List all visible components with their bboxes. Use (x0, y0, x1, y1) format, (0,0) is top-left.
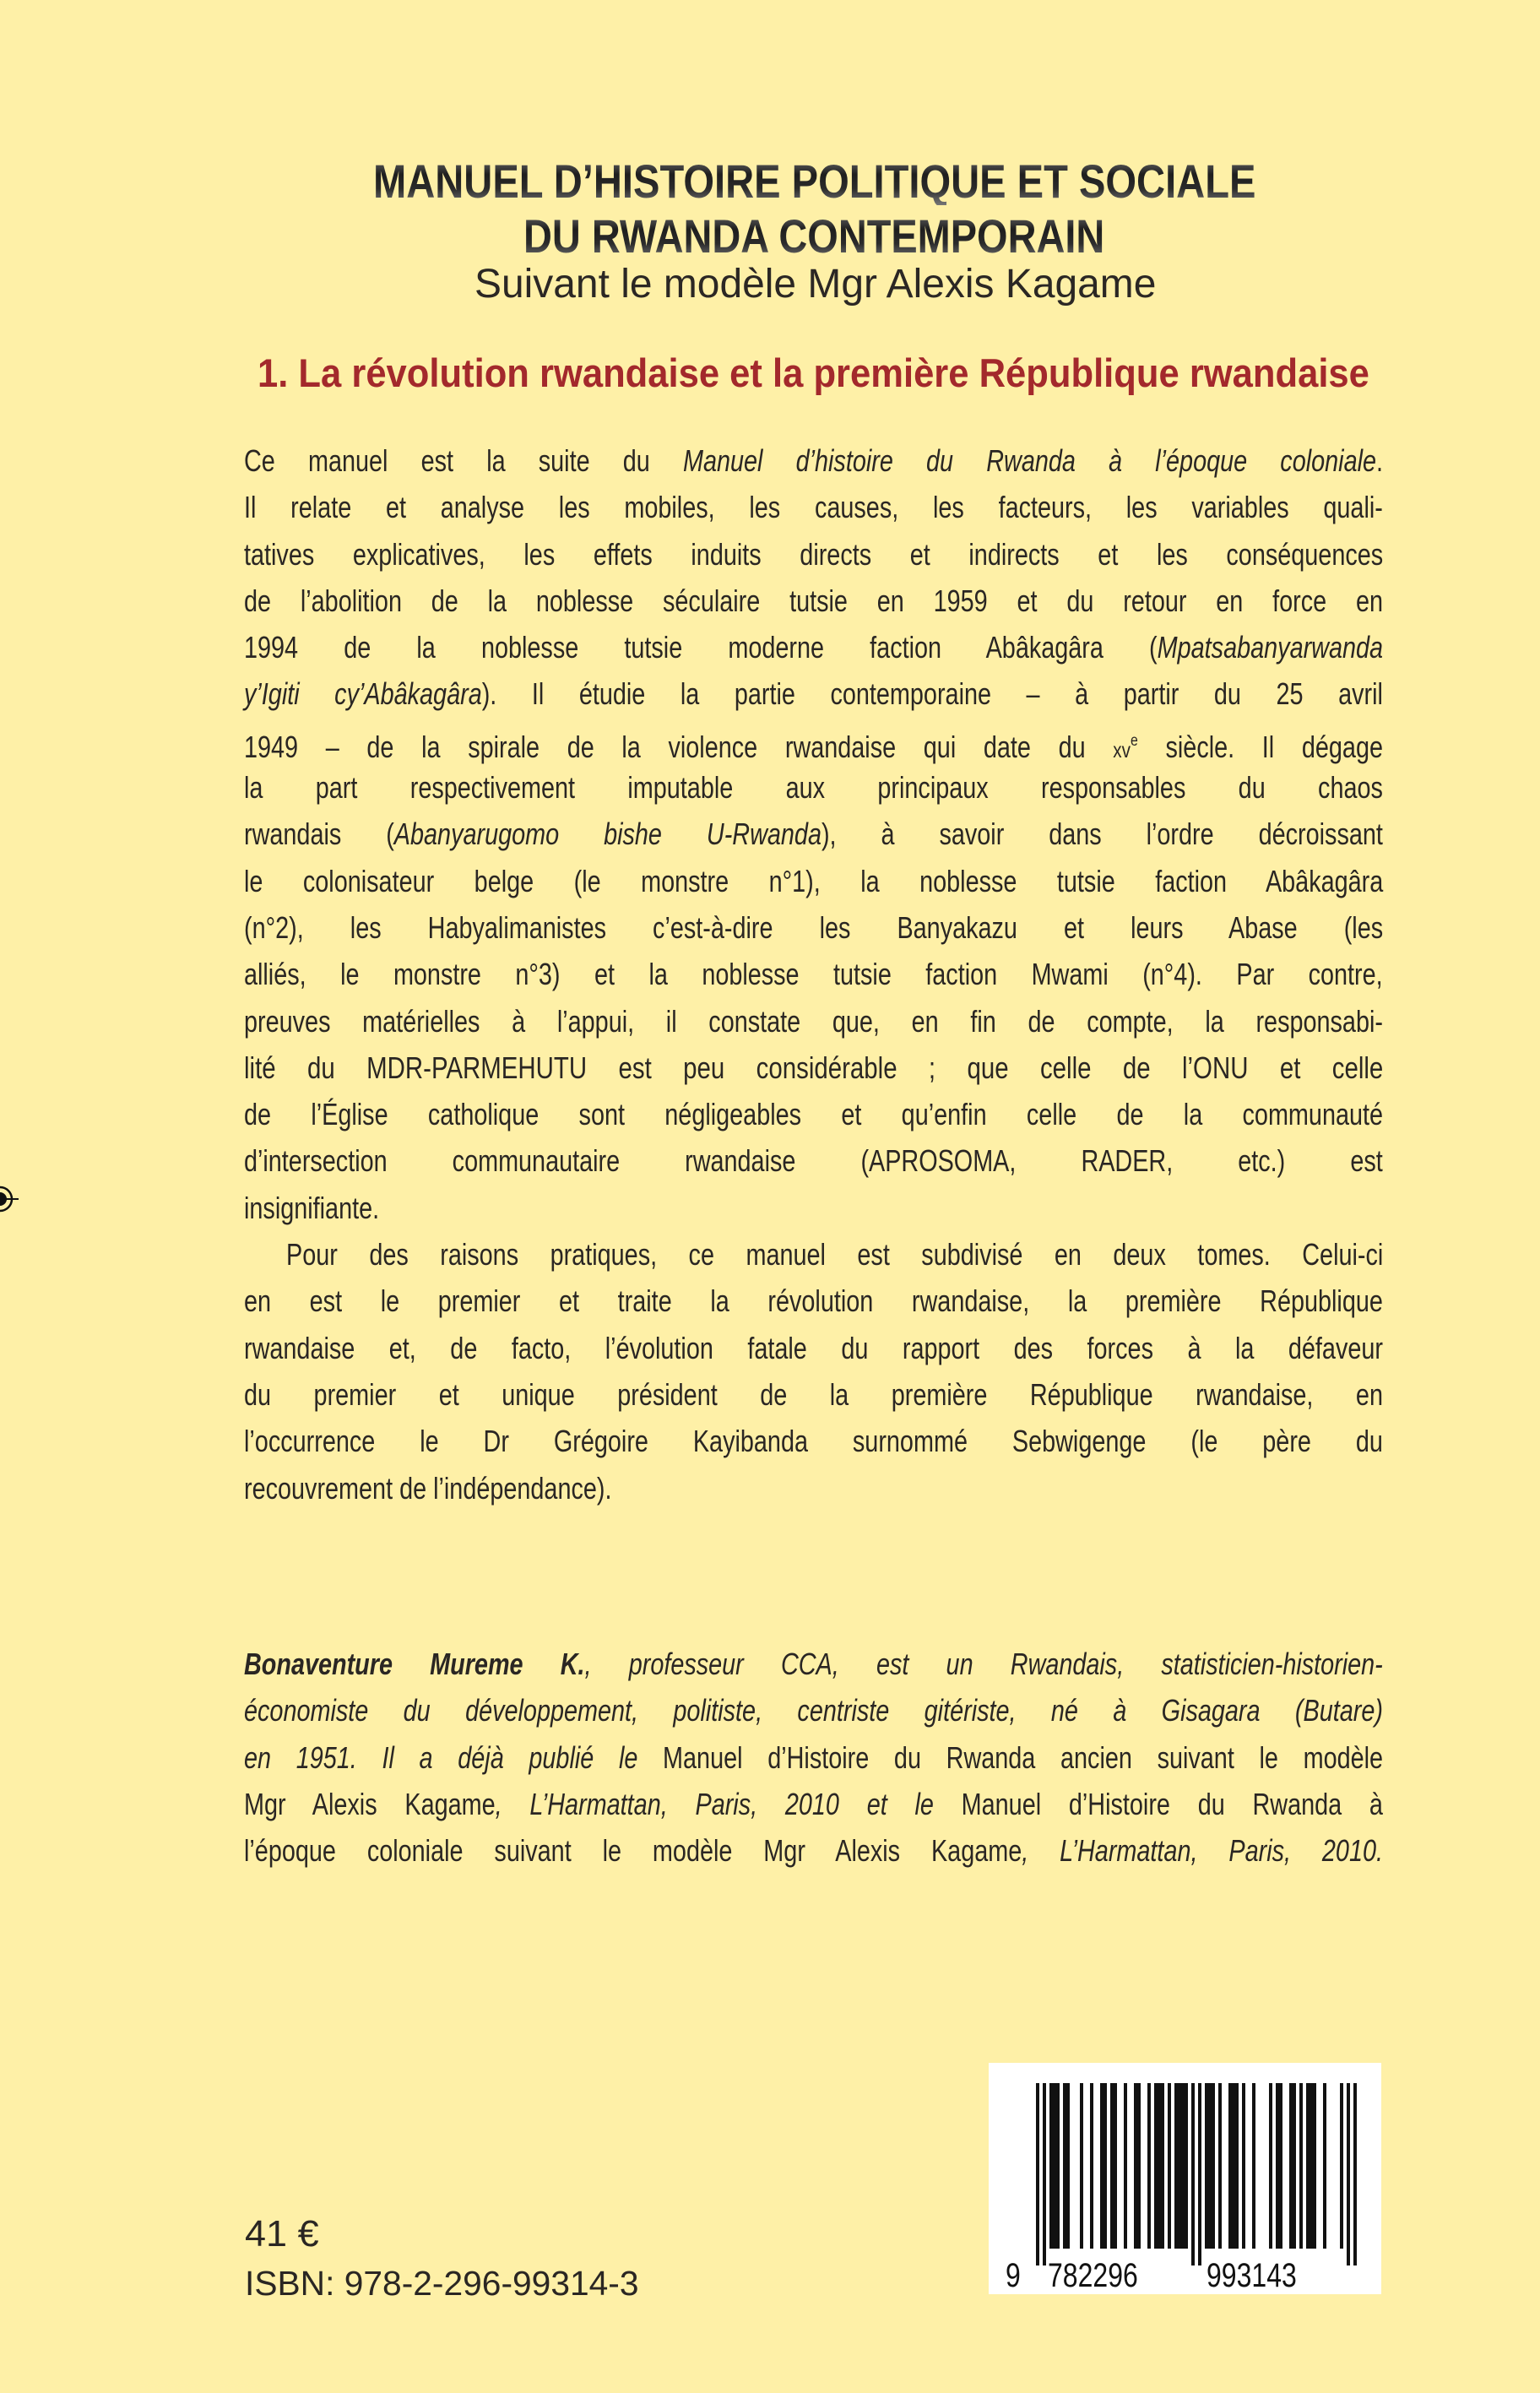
barcode-digits-left: 782296 (1048, 2257, 1138, 2294)
text-segment: siècle. Il dégage (1137, 729, 1383, 764)
barcode-bar (1252, 2083, 1255, 2249)
text-segment: Manuel d’histoire du Rwanda à l’époque coloniale (682, 443, 1377, 478)
barcode-digit-first: 9 (1006, 2257, 1021, 2294)
text-line (244, 1465, 1383, 1511)
barcode-bar (1056, 2083, 1060, 2249)
text-segment: économiste du développement, politiste, centriste gitériste, né à Gisagara (Butare) (244, 1693, 1383, 1728)
text-segment: preuves matérielles à l’appui, il constate que, en fin de compte, la responsabi- (244, 1003, 1383, 1039)
barcode-bar (1191, 2083, 1195, 2265)
barcode-bar (1090, 2083, 1093, 2249)
text-segment: recouvrement de l’indépendance). (244, 1470, 612, 1506)
barcode-bar (1228, 2083, 1232, 2249)
text-line (244, 1231, 1383, 1278)
text-line (244, 1371, 1383, 1418)
text-segment: Manuel d’Histoire du Rwanda à (961, 1786, 1383, 1821)
barcode-bar (1161, 2083, 1164, 2249)
barcode-bar (1178, 2083, 1181, 2249)
volume-title: 1. La révolution rwandaise et la première République rwandaise (258, 350, 1369, 395)
text-line (244, 1418, 1383, 1464)
text-line (244, 764, 1383, 811)
text-line (244, 1185, 1383, 1231)
barcode-bar (1053, 2083, 1056, 2249)
text-segment: en est le premier et traite la révolution rwandaise, la première République (244, 1283, 1383, 1319)
text-segment: (n°2), les Habyalimanistes c’est-à-dire les Banyakazu et leurs Abase (les (244, 909, 1384, 945)
barcode-bar (1289, 2083, 1293, 2249)
text-line-content (244, 1734, 1383, 1781)
price-wrap (245, 2213, 319, 2255)
barcode-bar (1353, 2083, 1357, 2265)
isbn-text: ISBN: 978-2-296-99314-3 (245, 2264, 639, 2303)
barcode-bar (1100, 2083, 1103, 2249)
subtitle-wrap (474, 264, 1157, 305)
barcode-bar (1080, 2083, 1083, 2249)
text-segment: Manuel d’Histoire du Rwanda ancien suivant le modèle (663, 1739, 1384, 1775)
text-line-content (244, 1827, 1383, 1874)
barcode-bar (1212, 2083, 1215, 2249)
text-segment: d’intersection communautaire rwandaise (APROSOMA, RADER, etc.) est (244, 1143, 1383, 1179)
text-segment: , professeur CCA, est un Rwandais, statisticien-historien- (584, 1647, 1383, 1681)
text-line (244, 718, 1383, 764)
text-line-content (244, 1325, 1383, 1371)
text-line (244, 484, 1383, 530)
barcode-bar (1279, 2083, 1282, 2249)
text-line (244, 951, 1383, 997)
text-line-content (244, 1687, 1383, 1734)
barcode-bar (1124, 2083, 1127, 2249)
text-line (244, 670, 1383, 717)
text-line (244, 1687, 1383, 1734)
text-segment: la part respectivement imputable aux principaux responsables du chaos (244, 770, 1383, 806)
title-line-1-wrap (373, 155, 1422, 208)
text-segment: le colonisateur belge (le monstre n°1), la noblesse tutsie faction Abâkagâra (244, 863, 1384, 898)
text-line (244, 1137, 1383, 1184)
barcode-bar (1063, 2083, 1066, 2249)
text-line-content (244, 1091, 1383, 1137)
text-line-content (244, 531, 1383, 578)
text-line (244, 624, 1383, 670)
registration-mark-icon (0, 1182, 25, 1216)
text-line-content (244, 437, 1383, 484)
text-segment: de l’abolition de la noblesse séculaire tutsie en 1959 et du retour en force en (244, 583, 1384, 618)
text-line (244, 1091, 1383, 1137)
barcode-bar (1137, 2083, 1141, 2249)
barcode-bar (1134, 2083, 1137, 2249)
barcode-bar (1208, 2083, 1212, 2249)
text-segment: Bonaventure Mureme K. (244, 1647, 585, 1681)
text-line-content (244, 1781, 1383, 1827)
barcode-bar (1299, 2083, 1303, 2249)
summary-text (244, 437, 1383, 1511)
text-line-content (244, 764, 1383, 811)
text-segment: de l’Église catholique sont négligeables et qu’enfin celle de la communauté (244, 1097, 1384, 1132)
barcode-bar (1198, 2083, 1201, 2265)
text-line-content (244, 1465, 611, 1511)
barcode-bar (1218, 2083, 1222, 2249)
price: 41 € (245, 2213, 319, 2255)
barcode-bar (1168, 2083, 1171, 2249)
text-line (244, 1278, 1383, 1324)
text-segment: e (1131, 730, 1138, 750)
text-segment: Ce manuel est la suite du (244, 443, 683, 478)
text-line (244, 1781, 1383, 1827)
text-line (244, 1734, 1383, 1781)
barcode-bar (1293, 2083, 1296, 2249)
text-line-content (244, 1641, 1383, 1687)
text-line-content (286, 1231, 1383, 1278)
text-segment: rwandaise et, de facto, l’évolution fatale du rapport des forces à la défaveur (244, 1330, 1383, 1365)
book-subtitle: Suivant le modèle Mgr Alexis Kagame (474, 262, 1157, 307)
barcode-bar (1242, 2083, 1245, 2249)
barcode-bar (1043, 2083, 1046, 2265)
barcode (989, 2063, 1381, 2294)
text-line-content (244, 1185, 379, 1231)
text-line (244, 811, 1383, 857)
text-segment: lité du MDR-PARMEHUTU est peu considérable ; que celle de l’ONU et celle (244, 1050, 1384, 1085)
text-line-content (244, 484, 1383, 530)
book-title-line-2: DU RWANDA CONTEMPORAIN (523, 209, 1105, 263)
text-line-content (244, 998, 1383, 1045)
barcode-bar (1232, 2083, 1235, 2249)
text-line (244, 998, 1383, 1045)
text-segment: tatives explicatives, les effets induits directs et indirects et les conséquences (244, 536, 1384, 572)
text-line (244, 1827, 1383, 1874)
barcode-bar (1235, 2083, 1239, 2249)
text-line (244, 904, 1383, 951)
barcode-bar (1313, 2083, 1316, 2249)
isbn-wrap (245, 2266, 642, 2301)
text-line-content (244, 670, 1383, 717)
text-line (244, 437, 1383, 484)
text-segment: alliés, le monstre n°3) et la noblesse tutsie faction Mwami (n°4). Par contre, (244, 957, 1383, 992)
text-line-content (244, 1045, 1383, 1091)
text-segment: rwandais ( (244, 817, 394, 852)
text-line (244, 531, 1383, 578)
text-segment: l’époque coloniale suivant le modèle Mgr Alexis Kagame (244, 1833, 1022, 1869)
barcode-bar (1066, 2083, 1070, 2249)
text-segment: 1949 – de la spirale de la violence rwandaise qui date du (244, 729, 1114, 764)
text-segment: xv (1113, 738, 1131, 762)
barcode-bar (1049, 2083, 1053, 2249)
text-segment: Pour des raisons pratiques, ce manuel est subdivisé en deux tomes. Celui-ci (286, 1237, 1384, 1272)
text-segment: insignifiante. (244, 1190, 380, 1225)
barcode-bar (1154, 2083, 1158, 2249)
text-segment: ). Il étudie la partie contemporaine – à partir du 25 avril (481, 676, 1383, 712)
text-line-content (244, 1418, 1383, 1464)
barcode-bar (1181, 2083, 1185, 2249)
text-line-content (244, 1137, 1383, 1184)
text-line (244, 858, 1383, 904)
text-line-content (244, 578, 1383, 624)
barcode-bar (1110, 2083, 1114, 2249)
text-line (244, 1641, 1383, 1687)
text-line-content (244, 951, 1383, 997)
barcode-digits-right: 993143 (1207, 2257, 1297, 2294)
text-segment: 1994 de la noblesse tutsie moderne faction Abâkagâra ( (244, 630, 1158, 665)
text-line (244, 578, 1383, 624)
book-title-line-1: MANUEL D’HISTOIRE POLITIQUE ET SOCIALE (373, 155, 1256, 208)
barcode-bar (1205, 2083, 1208, 2249)
barcode-bar (1036, 2083, 1039, 2265)
text-line-content (244, 1278, 1383, 1324)
text-line-content (244, 858, 1383, 904)
text-segment: . (1376, 443, 1384, 478)
barcode-bar (1347, 2083, 1350, 2265)
text-segment: y’Igiti cy’Abâkagâra (244, 676, 482, 712)
barcode-bar (1340, 2083, 1343, 2249)
barcode-bar (1306, 2083, 1310, 2249)
title-line-2-wrap (523, 209, 1217, 263)
barcode-bar (1147, 2083, 1151, 2249)
author-bio (244, 1641, 1383, 1874)
text-segment: Mgr Alexis Kagame (244, 1786, 496, 1821)
text-segment: , L’Harmattan, Paris, 2010 et le (495, 1786, 962, 1821)
barcode-bar (1158, 2083, 1161, 2249)
summary-paragraph-2 (244, 1231, 1383, 1511)
volume-title-wrap (258, 350, 1457, 395)
barcode-bar (1103, 2083, 1107, 2249)
barcode-bar (1276, 2083, 1279, 2249)
text-line (244, 1325, 1383, 1371)
text-segment: ), à savoir dans l’ordre décroissant (821, 817, 1383, 852)
text-line-content (244, 624, 1383, 670)
text-segment: du premier et unique président de la première République rwandaise, en (244, 1376, 1383, 1412)
barcode-bar (1114, 2083, 1117, 2249)
text-line-content (244, 1371, 1383, 1418)
text-segment: Abanyarugomo bishe U-Rwanda (393, 817, 822, 852)
text-line-content (244, 811, 1383, 857)
barcode-bar (1185, 2083, 1188, 2249)
barcode-bar (1310, 2083, 1313, 2249)
text-segment: en 1951. Il a déjà publié le (244, 1739, 664, 1775)
text-line (244, 1045, 1383, 1091)
text-segment: Il relate et analyse les mobiles, les causes, les facteurs, les variables quali- (244, 490, 1383, 525)
barcode-bar (1269, 2083, 1272, 2249)
text-segment: , L’Harmattan, Paris, 2010. (1022, 1833, 1383, 1869)
summary-paragraph-1 (244, 437, 1383, 1231)
text-segment: l’occurrence le Dr Grégoire Kayibanda surnommé Sebwigenge (le père du (244, 1424, 1383, 1459)
barcode-bar (1174, 2083, 1178, 2249)
author-bio-paragraph (244, 1641, 1383, 1874)
text-segment: Mpatsabanyarwanda (1157, 630, 1384, 665)
text-line-content (244, 904, 1383, 951)
barcode-bar (1323, 2083, 1326, 2249)
